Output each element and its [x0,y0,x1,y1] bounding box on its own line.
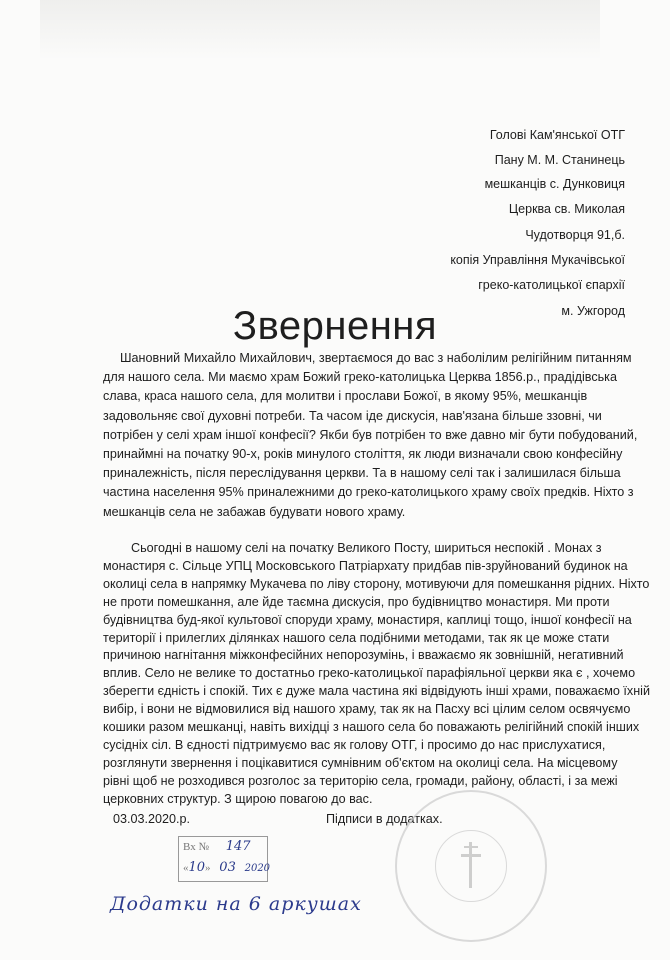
paragraph-line: вибір, і вони не відмовилися від нашого храму, так як на Пасху всі цілим селом освячуємо [103,702,631,717]
paragraph-line: для нашого села. Ми маємо храм Божий греко-католицька Церква 1856.р., прадідівська [103,370,617,385]
paragraph-line: приналежність, після переслідування церкви. Та в нашому селі так і залишилася більша [103,466,621,481]
paragraph-line: слава, краса нашого села, для молитви і прослави Божої, в якому 95%, мешканців [103,389,588,404]
paragraph-line: кошики разом мешканці, навіть вихідці з нашого села бо поважають релігійний спокій інших [103,720,640,734]
signatures-note: Підписи в додатках. [326,812,443,826]
paragraph-line: частина населення 95% приналежними до греко-католицького храму своїх предків. Ніхто з [103,485,634,500]
addressee-line: копія Управління Мукачівської [450,253,625,267]
registration-stamp: Вх № 147 «10» 03 2020 [178,836,268,882]
paragraph-line: вплив. Село не велике то достатньо греко-католицької парафіяльної церкви яка є , хочемо [103,666,636,681]
addressee-line: Чудотворця 91,б. [525,228,625,242]
paragraph-line: не проти помешкання, але йде таємна дискусія, про будівництво монастиря. Ми проти [103,594,610,609]
church-seal [395,790,547,942]
addressee-line: Церква св. Миколая [508,202,625,216]
cross-icon [459,842,483,888]
stamp-year: 2020 [244,863,271,874]
paragraph-line: зберегти єдність і спокій. Тих є дуже мала частина які відвідують інші храми, поважаємо їхній [103,684,650,699]
stamp-number: 147 [225,839,251,854]
addressee-line: Пану М. М. Станинець [494,153,625,167]
paragraph-line: причиною нагнітання міжконфесійних непорозумінь, і вважаємо як зовнішній, негативний [103,648,624,663]
paragraph-line: принаймні на початку 90-х, років минулого століття, як люди визначали свою конфесійну [103,447,623,461]
paragraph-line: мешканців села не забажав будувати нового храму. [103,504,406,519]
stamp-month: 03 [219,860,236,875]
paragraph-line: задовольняє свої духовні потреби. Та часом іде дискусія, нав'язана більше ззовні, чи [103,408,602,423]
paragraph-line: монастиря с. Сільце УПЦ Московського Патріархату придбав пів-зруйнований будинок на [103,558,628,573]
scan-smudge [40,0,600,60]
paragraph-line: рівні щоб не розходився розголос за територію села, громади, району, області, і за межі [103,773,618,788]
paragraph-line: околиці села в напрямку Мукачева по ліву сторону, мотивуючи для помешкання рідних. Ніхто [103,576,650,591]
paragraph-line: Сьогодні в нашому селі на початку Великого Посту, шириться неспокій . Монах з [131,541,602,555]
addressee-line: мешканців с. Дунковиця [484,177,625,191]
paragraph-line: території і прилеглих ділянках нашого села подібними методами, так як це може стати [103,630,610,645]
document-title: Звернення [232,304,438,348]
addressee-line: Голові Кам'янської ОТГ [489,128,625,142]
paragraph-line: сусідніх сіл. В єдності підтримуємо вас як голову ОТГ, і просимо до нас прислухатися, [103,737,606,752]
paragraph-line: церковних структур. З щирою повагою до вас. [103,791,373,806]
paragraph-line: потрібен у селі храм іншої конфесії? Якби був потрібен то вже давно міг бути побудований, [103,427,638,442]
stamp-label: Вх № [183,841,209,853]
stamp-day: 10 [188,860,206,875]
handwritten-note: Додатки на 6 аркушах [110,893,362,915]
addressee-line: греко-католицької єпархії [478,278,625,292]
paragraph-line: розглянути звернення і поцікавитися сумнівним об'єктом на околиці села. На місцевому [103,755,618,770]
addressee-line: м. Ужгород [561,304,625,318]
paragraph-line: будівництва буд-якої культової споруди храму, монастиря, каплиці тощо, іншої конфесії на [103,612,632,627]
paragraph-line: Шановний Михайло Михайлович, звертаємося до вас з наболілим релігійним питанням [120,351,632,365]
document-date: 03.03.2020.р. [113,812,191,826]
